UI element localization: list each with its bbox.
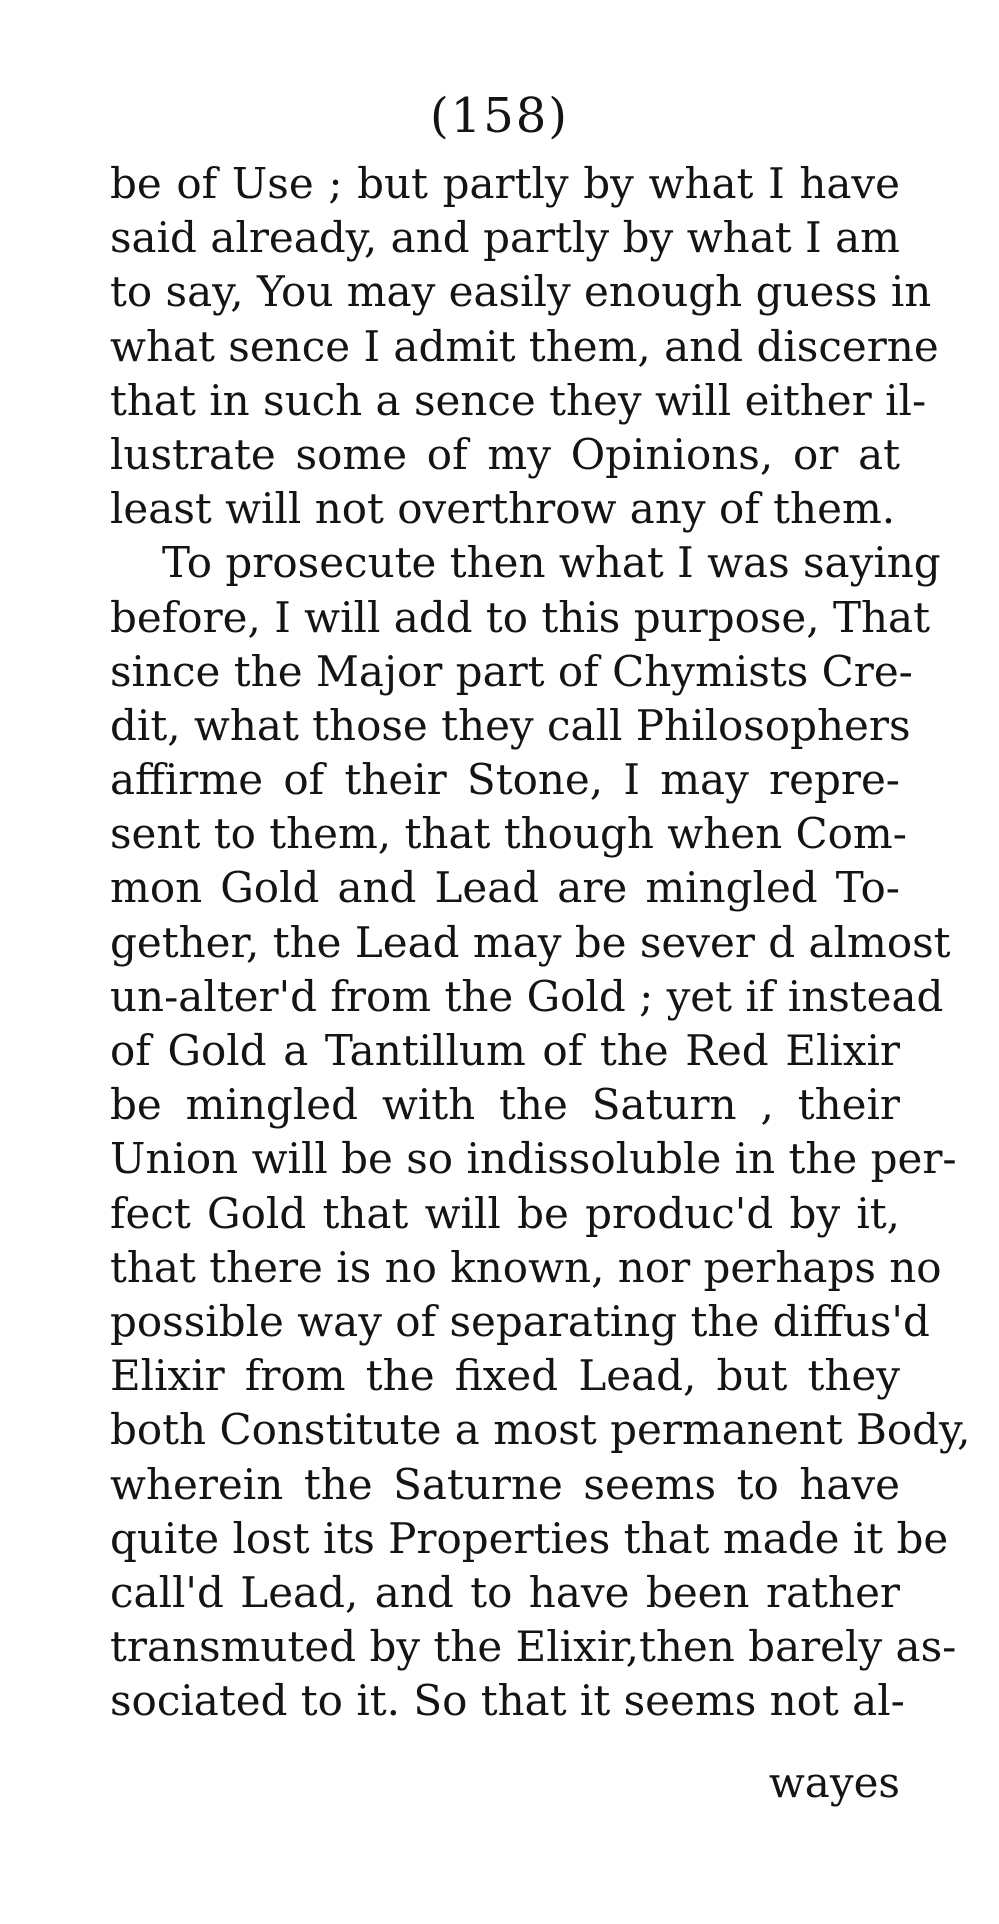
text-line: that there is no known, nor perhaps no <box>110 1242 942 1292</box>
text-line: to say, You may easily enough guess in <box>110 267 932 317</box>
text-line: mon Gold and Lead are mingled To- <box>110 863 900 913</box>
text-line: be mingled with the Saturn , their <box>110 1080 900 1130</box>
body-text <box>110 157 971 1728</box>
text-line: possible way of separating the diffus'd <box>110 1296 930 1346</box>
text-line: that in such a sence they will either il- <box>110 375 927 425</box>
page-number: (158) <box>429 88 570 144</box>
text-line: be of Use ; but partly by what I have <box>110 159 900 208</box>
text-line: lustrate some of my Opinions, or at <box>110 429 900 479</box>
text-line: gether, the Lead may be sever d almost <box>110 917 951 967</box>
text-line: dit, what those they call Philosophers <box>110 700 911 750</box>
text-line: before, I will add to this purpose, That <box>110 592 930 642</box>
text-line: sent to them, that though when Com- <box>110 809 907 859</box>
text-line: call'd Lead, and to have been rather <box>110 1567 900 1617</box>
text-line: transmuted by the Elixir,then barely as- <box>110 1622 957 1672</box>
text-line: what sence I admit them, and discerne <box>110 321 939 371</box>
text-line: sociated to it. So that it seems not al- <box>110 1676 905 1726</box>
text-line: wherein the Saturne seems to have <box>110 1459 900 1509</box>
paragraph-first-line: To prosecute then what I was saying <box>162 538 941 588</box>
text-line: since the Major part of Chymists Cre- <box>110 646 913 696</box>
text-line: affirme of their Stone, I may repre- <box>110 755 900 805</box>
text-line: least will not overthrow any of them. <box>110 484 896 534</box>
text-line: both Constitute a most permanent Body, <box>110 1405 971 1455</box>
text-line: Union will be so indissoluble in the per- <box>110 1134 957 1184</box>
text-line: Elixir from the fixed Lead, but they <box>110 1351 900 1401</box>
text-line: of Gold a Tantillum of the Red Elixir <box>110 1026 900 1075</box>
catchword: wayes <box>768 1758 900 1807</box>
text-line: fect Gold that will be produc'd by it, <box>110 1188 900 1238</box>
text-line: un-alter'd from the Gold ; yet if instead <box>110 971 944 1021</box>
text-line: said already, and partly by what I am <box>110 213 900 263</box>
text-line: quite lost its Properties that made it be <box>110 1513 949 1563</box>
